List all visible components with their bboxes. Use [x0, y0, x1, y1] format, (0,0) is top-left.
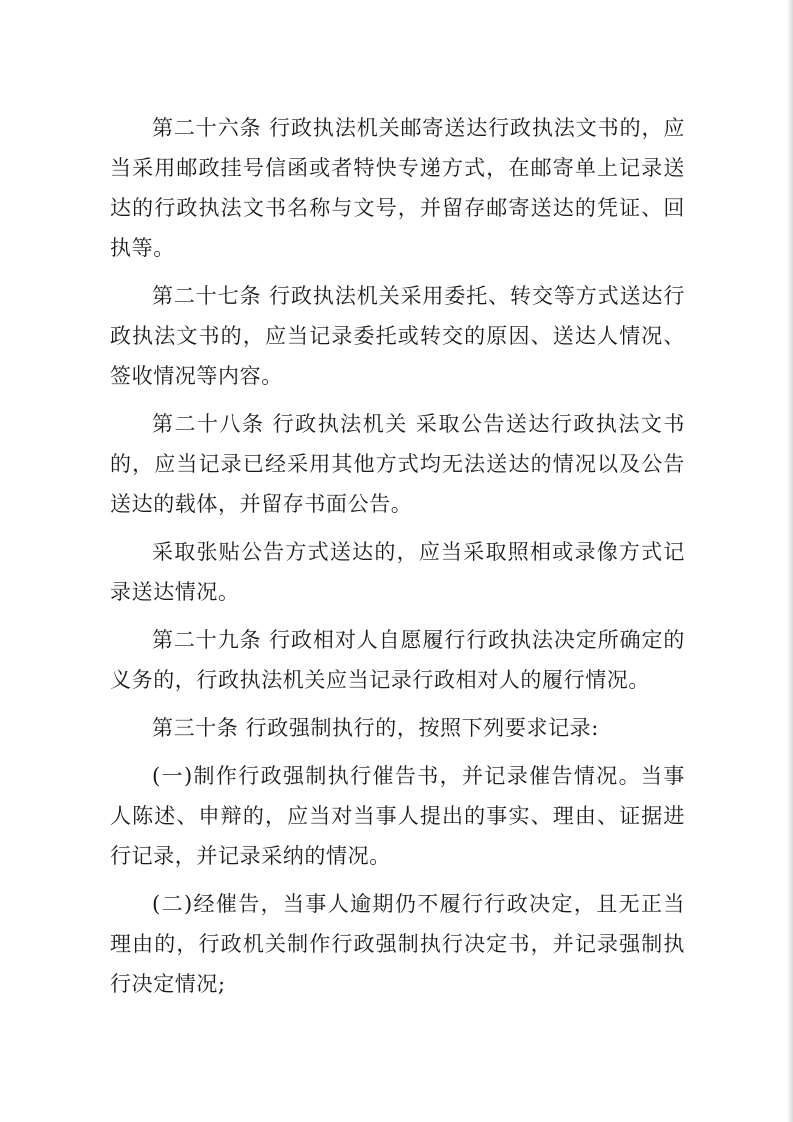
paragraph-article-26: 第二十六条 行政执法机关邮寄送达行政执法文书的，应当采用邮政挂号信函或者特快专递方式，在邮寄单上记录送达的行政执法文书名称与文号，并留存邮寄送达的凭证、回执等。	[110, 116, 685, 260]
paragraph-article-27: 第二十七条 行政执法机关采用委托、转交等方式送达行政执法文书的，应当记录委托或转交的原因、送达人情况、签收情况等内容。	[110, 284, 685, 388]
paragraph-article-30: 第三十条 行政强制执行的，按照下列要求记录:	[152, 716, 599, 740]
paragraph-item-1: (一)制作行政强制执行催告书，并记录催告情况。当事人陈述、申辩的，应当对当事人提出的事实、理由、证据进行记录，并记录采纳的情况。	[110, 764, 685, 868]
paragraph-article-29: 第二十九条 行政相对人自愿履行行政执法决定所确定的义务的，行政执法机关应当记录行政相对人的履行情况。	[110, 628, 685, 692]
scan-edge-shadow	[787, 0, 793, 1122]
paragraph-article-28: 第二十八条 行政执法机关 采取公告送达行政执法文书的，应当记录已经采用其他方式均无法送达的情况以及公告送达的载体，并留存书面公告。	[110, 412, 685, 516]
paragraph-posting-notice: 采取张贴公告方式送达的，应当采取照相或录像方式记录送达情况。	[110, 540, 685, 604]
paragraph-item-2: (二)经催告，当事人逾期仍不履行行政决定，且无正当理由的，行政机关制作行政强制执行决定书，并记录强制执行决定情况;	[110, 892, 685, 996]
